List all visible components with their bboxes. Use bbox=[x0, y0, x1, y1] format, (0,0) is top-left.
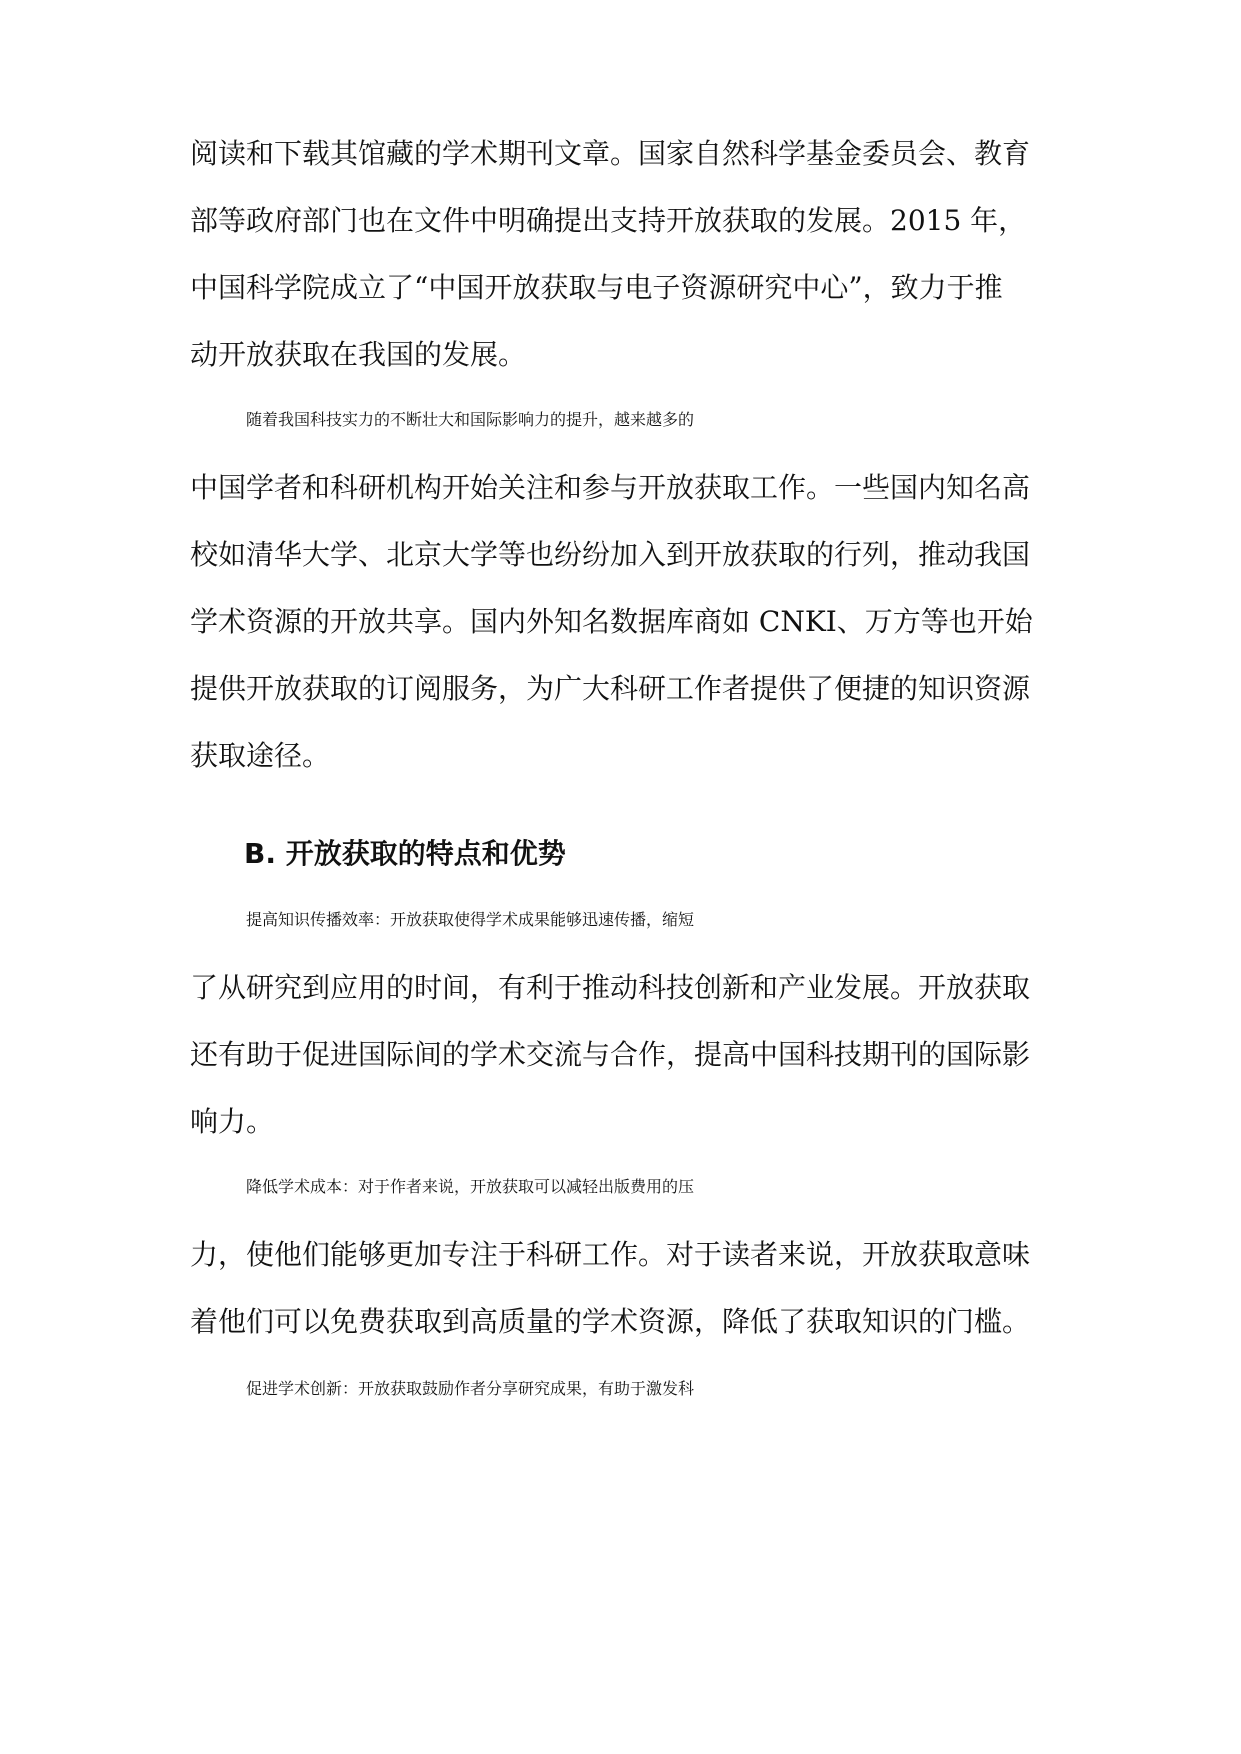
paragraph-3-line-1: 提高知识传播效率：开放获取使得学术成果能够迅速传播，缩短 bbox=[246, 910, 695, 929]
paragraph-1-line-4: 动开放获取在我国的发展。 bbox=[190, 338, 527, 371]
paragraph-3-line-2: 了从研究到应用的时间，有利于推动科技创新和产业发展。开放获取 bbox=[190, 971, 1031, 1004]
paragraph-4-line-2: 力，使他们能够更加专注于科研工作。对于读者来说，开放获取意味 bbox=[190, 1238, 1031, 1271]
paragraph-2-line-1: 随着我国科技实力的不断壮大和国际影响力的提升，越来越多的 bbox=[246, 410, 695, 429]
paragraph-4-line-3: 着他们可以免费获取到高质量的学术资源，降低了获取知识的门槛。 bbox=[190, 1305, 1031, 1338]
paragraph-2-line-6: 获取途径。 bbox=[190, 739, 331, 772]
paragraph-5-line-1: 促进学术创新：开放获取鼓励作者分享研究成果，有助于激发科 bbox=[246, 1379, 695, 1398]
paragraph-3-line-3: 还有助于促进国际间的学术交流与合作，提高中国科技期刊的国际影 bbox=[190, 1038, 1031, 1071]
paragraph-2-line-5: 提供开放获取的订阅服务，为广大科研工作者提供了便捷的知识资源 bbox=[190, 672, 1031, 705]
section-heading: B. 开放获取的特点和优势 bbox=[244, 837, 566, 870]
paragraph-2-line-2: 中国学者和科研机构开始关注和参与开放获取工作。一些国内知名高 bbox=[190, 471, 1031, 504]
paragraph-2-line-4: 学术资源的开放共享。国内外知名数据库商如 CNKI、万方等也开始 bbox=[190, 605, 1033, 638]
paragraph-2-line-3: 校如清华大学、北京大学等也纷纷加入到开放获取的行列，推动我国 bbox=[190, 538, 1031, 571]
paragraph-3-line-4: 响力。 bbox=[190, 1105, 275, 1138]
paragraph-1-line-1: 阅读和下载其馆藏的学术期刊文章。国家自然科学基金委员会、教育 bbox=[190, 137, 1031, 170]
paragraph-1-line-2: 部等政府部门也在文件中明确提出支持开放获取的发展。2015 年， bbox=[190, 204, 1027, 237]
paragraph-1-line-3: 中国科学院成立了“中国开放获取与电子资源研究中心”，致力于推 bbox=[190, 271, 1003, 304]
paragraph-4-line-1: 降低学术成本：对于作者来说，开放获取可以减轻出版费用的压 bbox=[246, 1177, 695, 1196]
